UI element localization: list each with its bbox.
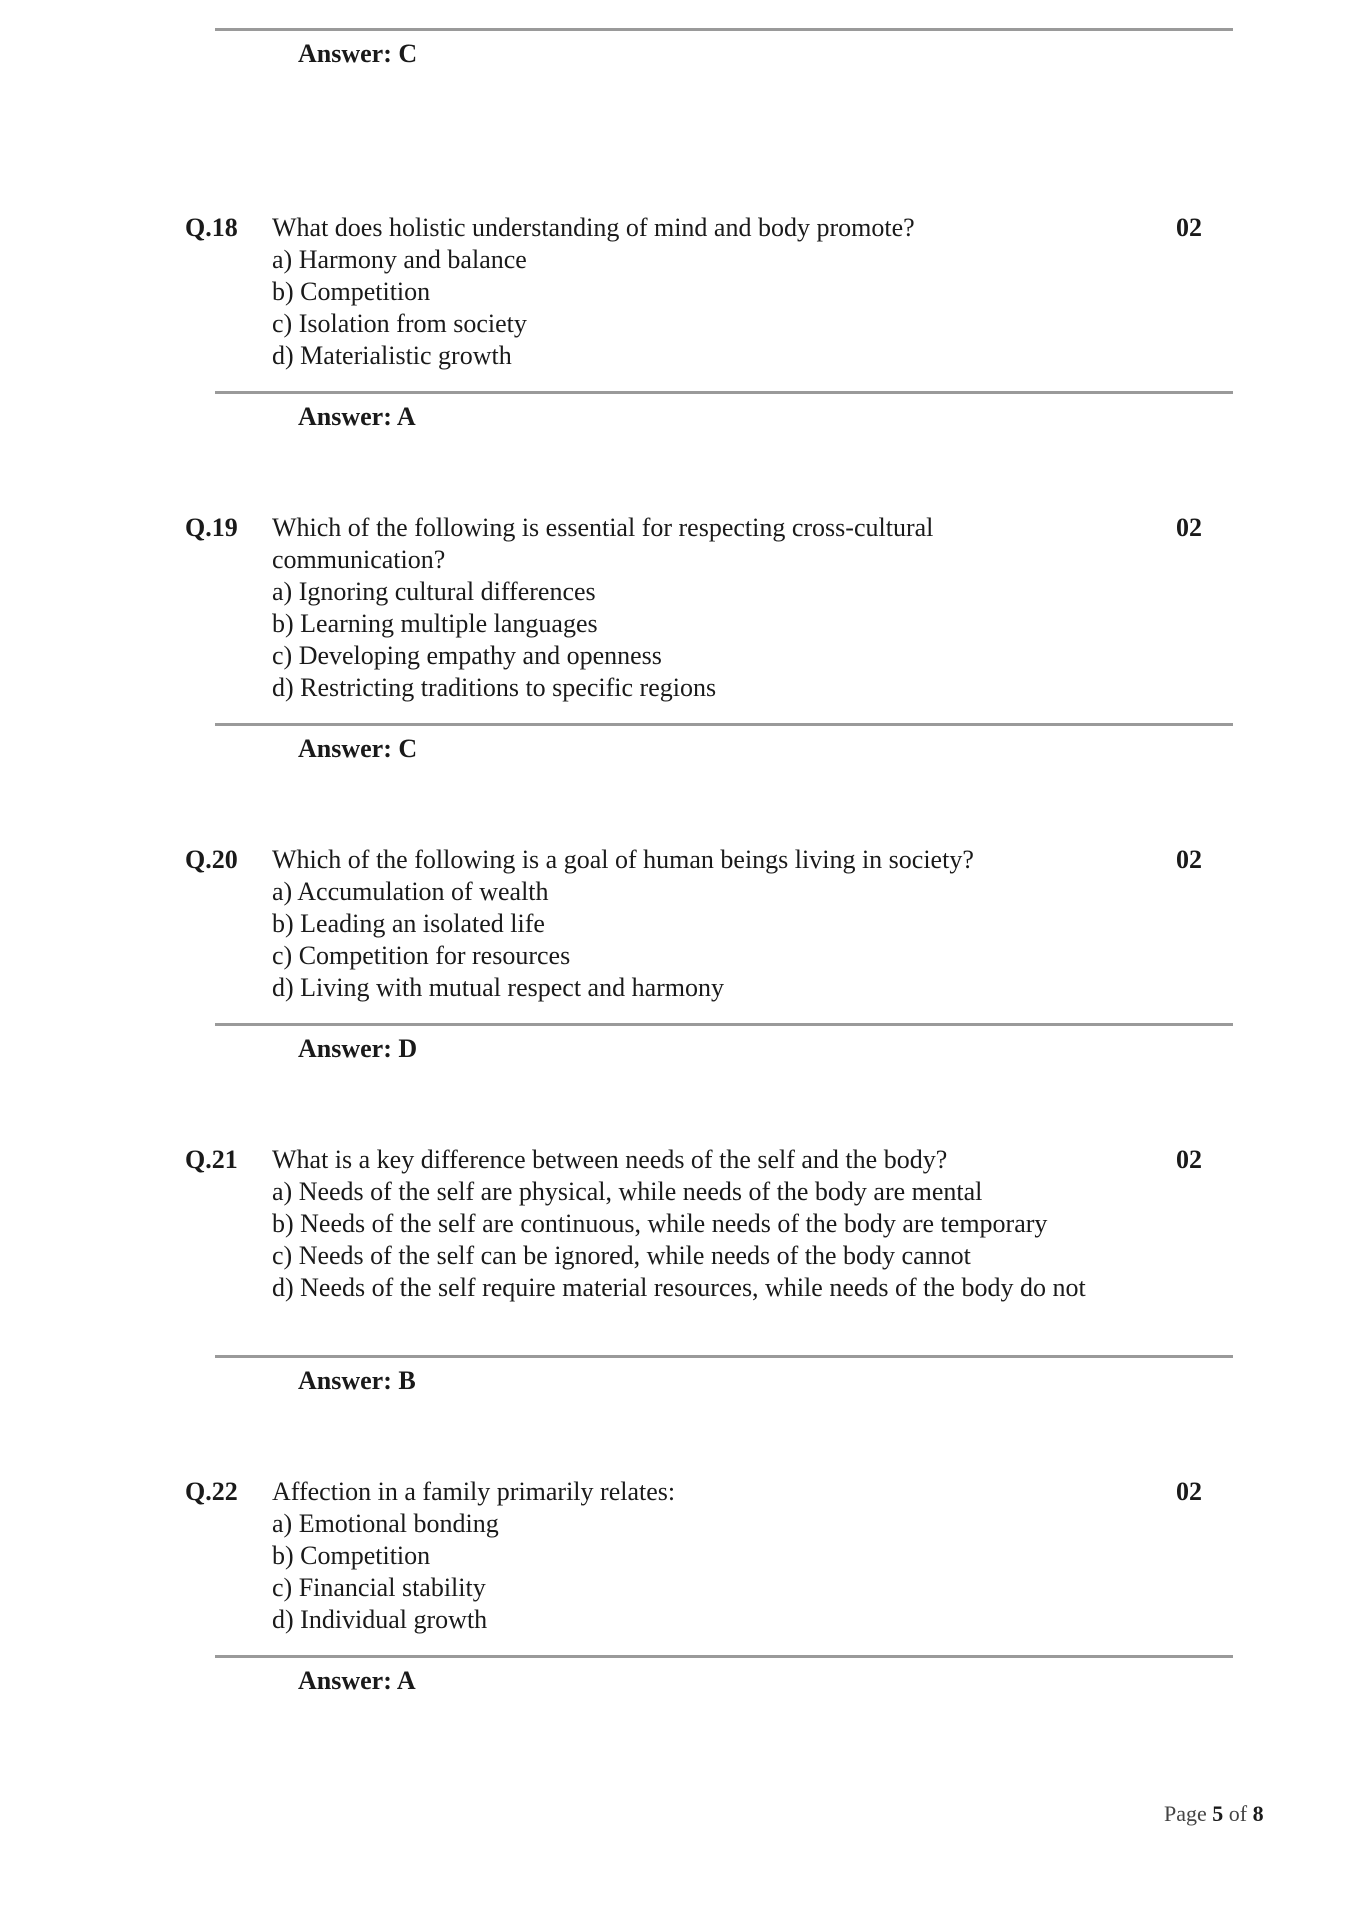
- answer-label: Answer: B: [298, 1366, 416, 1395]
- question-number: Q.20: [185, 845, 238, 874]
- option-d: d) Materialistic growth: [272, 341, 512, 370]
- option-a: a) Accumulation of wealth: [272, 877, 549, 906]
- page-total: 8: [1252, 1801, 1264, 1826]
- question-body: [272, 1144, 1102, 1304]
- page-footer: [1164, 1800, 1264, 1828]
- option-c: c) Competition for resources: [272, 941, 571, 970]
- option-b: b) Competition: [272, 1541, 431, 1570]
- option-d: d) Individual growth: [272, 1605, 488, 1634]
- option-d: d) Needs of the self require material resources, while needs of the body do not: [272, 1273, 1086, 1302]
- answer-label: Answer: C: [298, 39, 418, 68]
- option-c: c) Developing empathy and openness: [272, 641, 662, 670]
- question-marks: 02: [1176, 513, 1202, 542]
- option-d: d) Restricting traditions to specific regions: [272, 673, 717, 702]
- divider: [215, 723, 1233, 726]
- divider: [215, 28, 1233, 31]
- question-text: What does holistic understanding of mind and body promote?: [272, 213, 915, 242]
- option-a: a) Harmony and balance: [272, 245, 527, 274]
- option-a: a) Emotional bonding: [272, 1509, 499, 1538]
- option-a: a) Ignoring cultural differences: [272, 577, 596, 606]
- question-body: [272, 212, 1102, 372]
- option-c: c) Isolation from society: [272, 309, 527, 338]
- question-body: [272, 1476, 1102, 1636]
- question-marks: 02: [1176, 845, 1202, 874]
- answer-label: Answer: A: [298, 1666, 416, 1695]
- question-number: Q.19: [185, 513, 238, 542]
- question-number: Q.22: [185, 1477, 238, 1506]
- question-marks: 02: [1176, 1145, 1202, 1174]
- question-text: Affection in a family primarily relates:: [272, 1477, 676, 1506]
- divider: [215, 1355, 1233, 1358]
- question-number: Q.21: [185, 1145, 238, 1174]
- option-d: d) Living with mutual respect and harmony: [272, 973, 725, 1002]
- question-text: What is a key difference between needs of the self and the body?: [272, 1145, 948, 1174]
- question-marks: 02: [1176, 1477, 1202, 1506]
- option-c: c) Financial stability: [272, 1573, 486, 1602]
- page-current: 5: [1212, 1801, 1224, 1826]
- divider: [215, 391, 1233, 394]
- option-b: b) Competition: [272, 277, 431, 306]
- answer-label: Answer: A: [298, 402, 416, 431]
- option-b: b) Learning multiple languages: [272, 609, 598, 638]
- divider: [215, 1655, 1233, 1658]
- question-text: Which of the following is essential for respecting cross-cultural communication?: [272, 513, 934, 574]
- question-marks: 02: [1176, 213, 1202, 242]
- divider: [215, 1023, 1233, 1026]
- answer-label: Answer: C: [298, 734, 418, 763]
- question-body: [272, 512, 992, 704]
- question-text: Which of the following is a goal of human beings living in society?: [272, 845, 974, 874]
- answer-label: Answer: D: [298, 1034, 418, 1063]
- question-number: Q.18: [185, 213, 238, 242]
- option-c: c) Needs of the self can be ignored, while needs of the body cannot: [272, 1241, 971, 1270]
- question-body: [272, 844, 1102, 1004]
- page-word: Page: [1164, 1801, 1207, 1826]
- option-a: a) Needs of the self are physical, while needs of the body are mental: [272, 1177, 983, 1206]
- option-b: b) Needs of the self are continuous, while needs of the body are temporary: [272, 1209, 1048, 1238]
- option-b: b) Leading an isolated life: [272, 909, 545, 938]
- of-word: of: [1228, 1801, 1248, 1826]
